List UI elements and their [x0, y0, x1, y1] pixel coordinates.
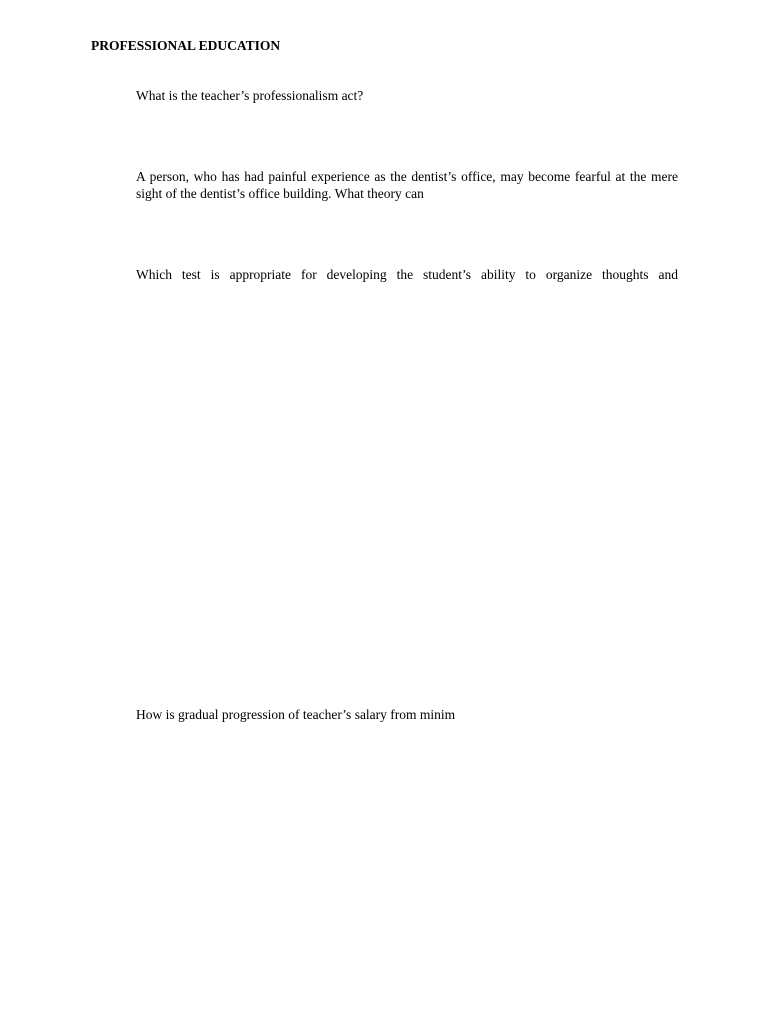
question-1: What is the teacher’s professionalism act? — [136, 88, 364, 103]
question-2: A person, who has had painful experience as the dentist’s office, may become fearful at the mere sight of the dentist’s office building. What theory can — [136, 169, 678, 201]
question-3: Which test is appropriate for developing the student’s ability to organize thoughts and — [136, 267, 678, 282]
question-4: How is gradual progression of teacher’s salary from minim — [136, 707, 456, 722]
document-heading: PROFESSIONAL EDUCATION — [91, 38, 281, 53]
